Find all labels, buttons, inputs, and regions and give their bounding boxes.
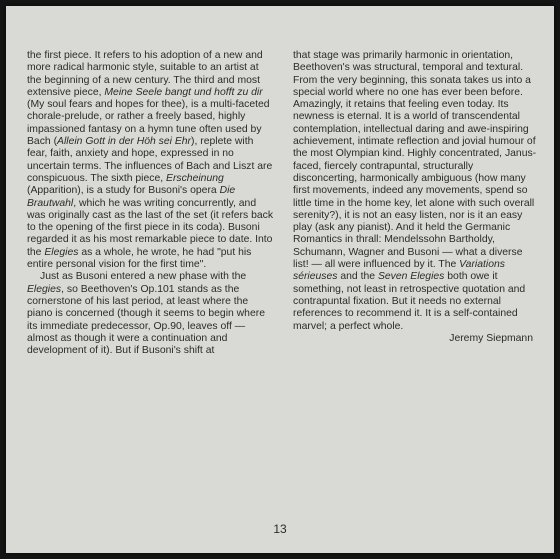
text-run: as a whole, he wrote, he had "put his entire personal vision for the first time".: [27, 246, 252, 271]
author-signature: Jeremy Siepmann: [449, 332, 533, 344]
text-run: that stage was primarily harmonic in orientation, Beethoven's was structural, temporal and textural. From the very beginning, this sonata takes us into a special world where no one has ever been before. Amazingly, it retains that feeling even today. Its newness is eternal. It is a world of transcendental contemplation, intellectual daring and awe-inspiring achievement, intimate reflection and jovial humour of the most Olympian kind. Highly concentrated, Janus-faced, fiercely contrapuntal, structurally disconcerting, harmonically ambiguous (how many first movements, indeed any movements, spend so little time in the home key, let alone with such overall serenity?), it is not an easy listen, nor is it an easy play (ask any pianist). And it held the Germanic Romantics in thrall: Mendelssohn Bartholdy, Schumann, Wagner and Busoni — what a diverse list! — all were influenced by it. The: [293, 50, 537, 271]
text-run: ), replete with fear, faith, anxiety and hope, expressed in no uncertain terms. The influences of Bach and Liszt are conspicuous. The sixth piece,: [27, 136, 273, 184]
italic-title: Elegies: [27, 283, 62, 295]
italic-title: Elegies: [44, 246, 79, 258]
right-paragraph-1: [293, 50, 539, 333]
italic-title: Allein Gott in der Höh sei Ehr: [57, 136, 192, 148]
left-paragraph-2: [27, 271, 275, 357]
text-run: and the: [337, 271, 378, 283]
right-text-column: [293, 50, 539, 345]
text-run: Just as Busoni entered a new phase with the: [40, 271, 247, 283]
text-run: the first piece. It refers to his adoption of a new and more radical harmonic style, suitable to an artist at the beginning of a new century. The third and most extensive piece,: [27, 50, 263, 98]
italic-title: Variations sérieuses: [293, 259, 505, 283]
italic-title: Erscheinung: [166, 172, 224, 184]
left-text-column: [27, 50, 275, 357]
text-run: (My soul fears and hopes for thee), is a multi-faceted chorale-prelude, or rather a freely based, highly impassioned fantasy on a hymn tune often used by Bach (: [27, 99, 270, 148]
booklet-page: [6, 6, 554, 553]
left-paragraph-1: [27, 50, 275, 271]
italic-title: Meine Seele bangt und hofft zu dir: [104, 86, 263, 98]
italic-title: Die Brautwahl: [27, 185, 236, 209]
page-number: 13: [273, 522, 287, 536]
text-run: both owe it something, not least in retrospective quotation and contrapuntal fixation. But it needs no external references to recommend it. It is a self-contained marvel; a perfect whole.: [293, 271, 526, 332]
text-run: , which he was writing concurrently, and was originally cast as the last of the set (it refers back to the opening of the first piece in its coda). Busoni regarded it as his most remarkable piece to date. Into the: [27, 197, 274, 258]
text-run: , so Beethoven's Op.101 stands as the cornerstone of his last period, at least where the piano is concerned (though it seems to begin where its immediate predecessor, Op.90, leaves off — almost as though it were a continuation and development of it). But if Busoni's shift at: [27, 283, 265, 357]
italic-title: Seven Elegies: [377, 271, 445, 283]
text-run: (Apparition), is a study for Busoni's opera: [27, 185, 220, 197]
